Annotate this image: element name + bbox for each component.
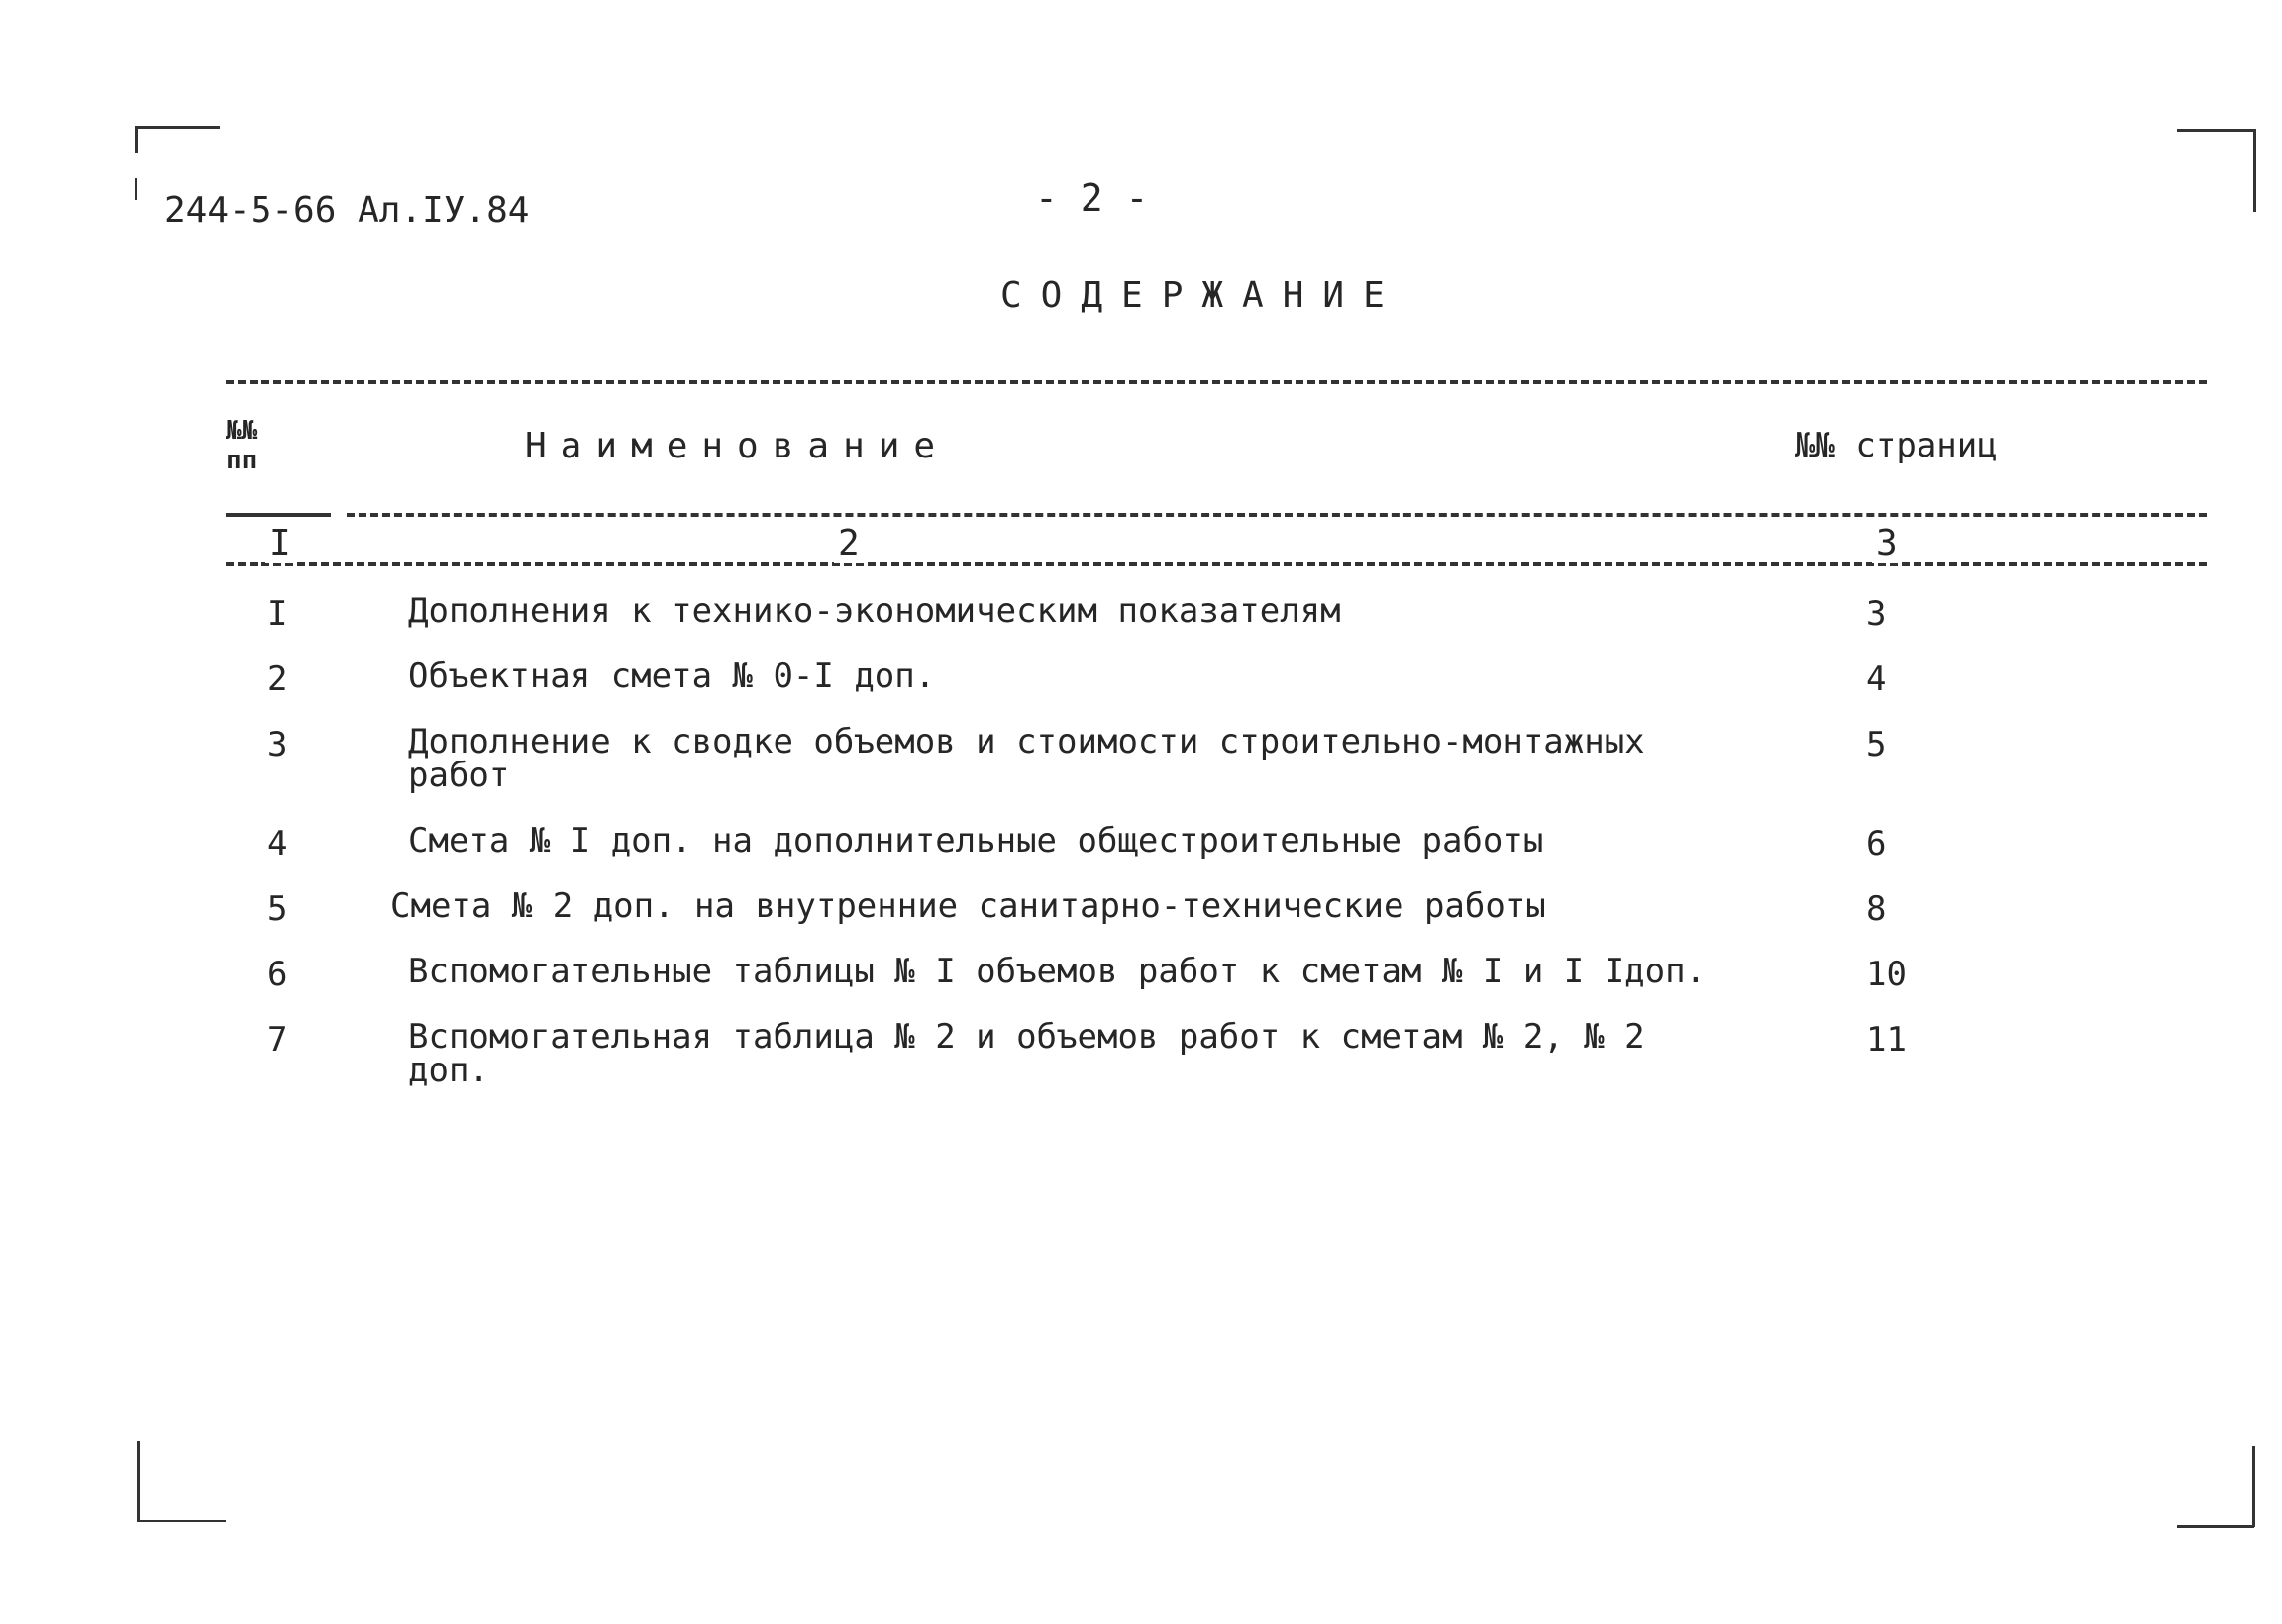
row-name: Объектная смета № 0-I доп. [408, 657, 936, 696]
row-number: 2 [267, 660, 288, 699]
row-page: 3 [1866, 594, 1887, 634]
header-underline [226, 513, 331, 517]
row-number: 6 [267, 955, 288, 994]
corner-mark-top-left [135, 126, 220, 129]
row-name: Вспомогательная таблица № 2 и объемов работ к сметам № 2, № 2 доп. [408, 1017, 1645, 1090]
row-page: 11 [1866, 1020, 1907, 1060]
row-page: 6 [1866, 824, 1887, 863]
column-header-name: Наименование [525, 426, 950, 466]
row-name: Смета № I доп. на дополнительные общестроительные работы [408, 821, 1544, 861]
column-header-number: №№ пп [226, 416, 258, 475]
page-number: - 2 - [1035, 176, 1149, 220]
row-page: 5 [1866, 725, 1887, 764]
column-number-rule [226, 562, 2207, 566]
document-code: 244-5-66 Ал.IУ.84 [164, 190, 530, 231]
column-header-pages: №№ страниц [1795, 426, 1998, 465]
row-page: 8 [1866, 889, 1887, 929]
corner-mark-top-left [135, 178, 137, 200]
column-number-2: 2 [834, 523, 864, 563]
header-bottom-rule [347, 513, 2207, 517]
row-page: 10 [1866, 955, 1907, 994]
corner-mark-bottom-right [2177, 1525, 2254, 1528]
row-number: 7 [267, 1020, 288, 1060]
corner-mark-top-right [2253, 129, 2256, 212]
row-name: Вспомогательные таблицы № I объемов работ к сметам № I и I Iдоп. [408, 952, 1707, 991]
row-number: 5 [267, 889, 288, 929]
page-title: СОДЕРЖАНИЕ [1000, 275, 1403, 316]
corner-mark-bottom-left [137, 1441, 140, 1520]
corner-mark-top-right [2177, 129, 2256, 132]
corner-mark-bottom-right [2252, 1446, 2255, 1527]
corner-mark-bottom-left [137, 1520, 226, 1522]
row-number: 4 [267, 824, 288, 863]
table-top-rule [226, 380, 2207, 384]
row-name: Дополнение к сводке объемов и стоимости строительно-монтажных работ [408, 722, 1645, 795]
row-number: I [267, 594, 288, 634]
row-name: Смета № 2 доп. на внутренние санитарно-технические работы [390, 886, 1546, 926]
row-number: 3 [267, 725, 288, 764]
column-number-1: I [265, 523, 295, 563]
column-number-3: 3 [1872, 523, 1902, 563]
row-name: Дополнения к технико-экономическим показателям [408, 591, 1341, 631]
row-page: 4 [1866, 660, 1887, 699]
corner-mark-top-left [135, 126, 138, 153]
